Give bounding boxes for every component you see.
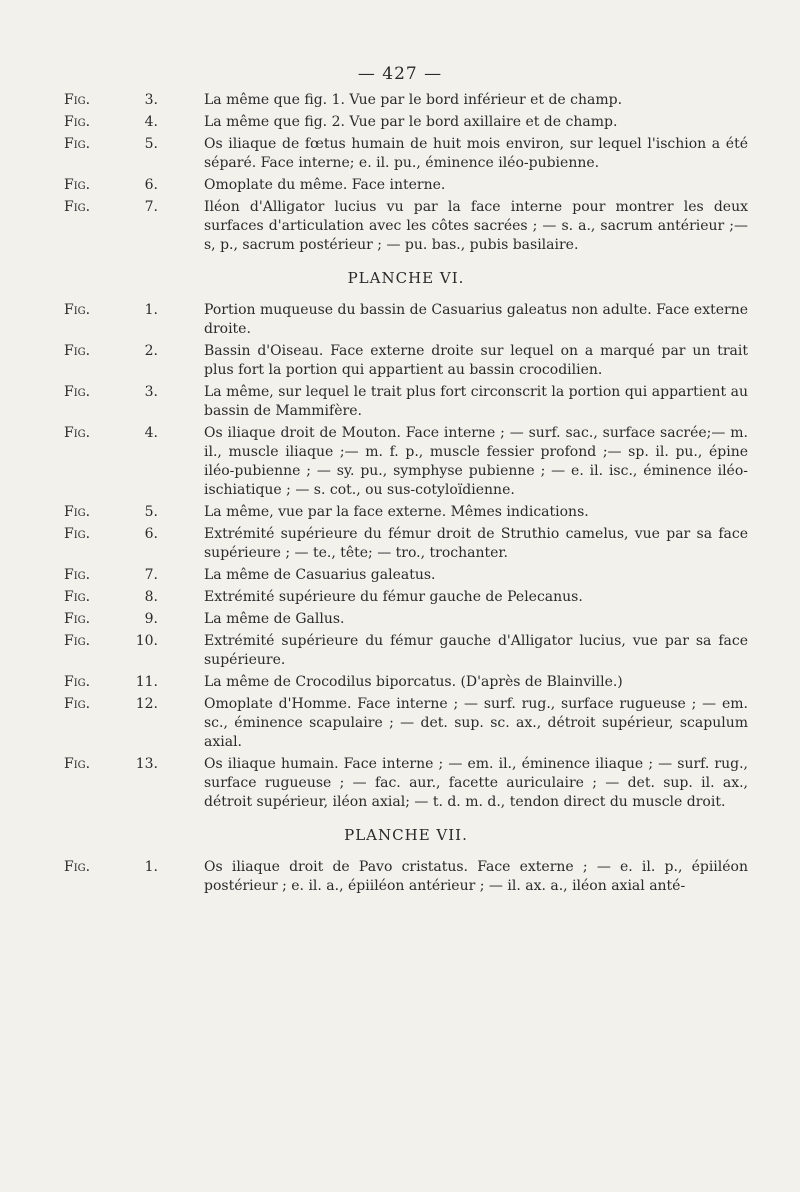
fig-number: 5. <box>144 504 158 520</box>
caption-entry <box>64 566 748 585</box>
fig-description: La même que fig. 1. Vue par le bord inférieur et de champ. <box>204 92 623 108</box>
fig-label: Fig. <box>64 384 91 400</box>
fig-description: Portion muqueuse du bassin de Casuarius galeatus non adulte. Face externe droite. <box>204 302 748 337</box>
fig-number: 6. <box>144 177 158 193</box>
caption-entry <box>64 198 748 255</box>
fig-description: Omoplate d'Homme. Face interne ; — surf. rug., surface rugueuse ; — em. sc., éminence scapulaire ; — det. sup. sc. ax., détroit supérieur, scapulum axial. <box>204 696 748 750</box>
fig-label: Fig. <box>64 611 91 627</box>
fig-number: 5. <box>144 136 158 152</box>
caption-entry <box>64 610 748 629</box>
fig-label: Fig. <box>64 589 91 605</box>
fig-label: Fig. <box>64 343 91 359</box>
fig-description: Os iliaque droit de Mouton. Face interne ; — surf. sac., surface sacrée;— m. il., muscle iliaque ;— m. f. p., muscle fessier profond ;— sp. il. pu., épine iléo-pubienne ; — sy. pu., symphyse pubienne ; — e. il. isc., éminence iléo-ischiatique ; — s. cot., ou sus-cotyloïdienne. <box>204 425 748 498</box>
caption-entry <box>64 383 748 421</box>
fig-description: La même de Crocodilus biporcatus. (D'après de Blainville.) <box>204 674 623 690</box>
fig-description: Iléon d'Alligator lucius vu par la face interne pour montrer les deux surfaces d'articulation avec les côtes sacrées ; — s. a., sacrum antérieur ;— s, p., sacrum postérieur ; — pu. bas., pubis basilaire. <box>204 199 748 253</box>
fig-number: 3. <box>144 384 158 400</box>
fig-description: Omoplate du même. Face interne. <box>204 177 446 193</box>
fig-number: 7. <box>144 567 158 583</box>
fig-label: Fig. <box>64 674 91 690</box>
fig-description: La même de Gallus. <box>204 611 345 627</box>
fig-number: 13. <box>135 756 158 772</box>
fig-number: 7. <box>144 199 158 215</box>
caption-entry <box>64 424 748 500</box>
fig-label: Fig. <box>64 859 91 875</box>
fig-description: Extrémité supérieure du fémur gauche de Pelecanus. <box>204 589 583 605</box>
fig-label: Fig. <box>64 567 91 583</box>
fig-description: La même, vue par la face externe. Mêmes indications. <box>204 504 589 520</box>
fig-number: 11. <box>135 674 158 690</box>
fig-description: La même que fig. 2. Vue par le bord axillaire et de champ. <box>204 114 618 130</box>
caption-entry <box>64 632 748 670</box>
fig-label: Fig. <box>64 92 91 108</box>
fig-label: Fig. <box>64 114 91 130</box>
fig-description: La même de Casuarius galeatus. <box>204 567 436 583</box>
fig-label: Fig. <box>64 756 91 772</box>
plate-heading: PLANCHE VII. <box>344 826 468 844</box>
caption-entry <box>64 858 748 896</box>
caption-entry <box>64 588 748 607</box>
fig-label: Fig. <box>64 425 91 441</box>
caption-entry <box>64 503 748 522</box>
fig-label: Fig. <box>64 177 91 193</box>
fig-label: Fig. <box>64 633 91 649</box>
caption-entry <box>64 135 748 173</box>
fig-description: Extrémité supérieure du fémur droit de Struthio camelus, vue par sa face supérieure ; — te., tête; — tro., trochanter. <box>204 526 748 561</box>
plate-heading: PLANCHE VI. <box>347 269 465 287</box>
caption-entry <box>64 91 748 110</box>
fig-number: 4. <box>144 114 158 130</box>
fig-description: Os iliaque de fœtus humain de huit mois environ, sur lequel l'ischion a été séparé. Face interne; e. il. pu., éminence iléo-pubienne. <box>204 136 748 171</box>
caption-entry <box>64 176 748 195</box>
fig-number: 1. <box>144 859 158 875</box>
fig-number: 1. <box>144 302 158 318</box>
fig-number: 12. <box>135 696 158 712</box>
fig-description: La même, sur lequel le trait plus fort circonscrit la portion qui appartient au bassin de Mammifère. <box>204 384 748 419</box>
fig-description: Bassin d'Oiseau. Face externe droite sur lequel on a marqué par un trait plus fort la portion qui appartient au bassin crocodilien. <box>204 343 748 378</box>
fig-number: 9. <box>144 611 158 627</box>
caption-entry <box>64 301 748 339</box>
fig-label: Fig. <box>64 526 91 542</box>
figure-captions <box>64 91 748 899</box>
page-number: — 427 — <box>357 64 443 84</box>
fig-label: Fig. <box>64 136 91 152</box>
caption-entry <box>64 673 748 692</box>
caption-entry <box>64 113 748 132</box>
fig-label: Fig. <box>64 504 91 520</box>
fig-number: 4. <box>144 425 158 441</box>
caption-entry <box>64 342 748 380</box>
fig-number: 6. <box>144 526 158 542</box>
fig-number: 10. <box>135 633 158 649</box>
fig-label: Fig. <box>64 302 91 318</box>
fig-number: 2. <box>144 343 158 359</box>
fig-description: Extrémité supérieure du fémur gauche d'Alligator lucius, vue par sa face supérieure. <box>204 633 748 668</box>
fig-label: Fig. <box>64 696 91 712</box>
fig-number: 3. <box>144 92 158 108</box>
fig-description: Os iliaque humain. Face interne ; — em. il., éminence iliaque ; — surf. rug., surface rugueuse ; — fac. aur., facette auriculaire ; — det. sup. il. ax., détroit supérieur, iléon axial; — t. d. m. d., tendon direct du muscle droit. <box>204 756 748 810</box>
fig-description: Os iliaque droit de Pavo cristatus. Face externe ; — e. il. p., épiiléon postérieur ; e. il. a., épiiléon antérieur ; — il. ax. a., iléon axial anté- <box>204 859 748 894</box>
caption-entry <box>64 695 748 752</box>
fig-label: Fig. <box>64 199 91 215</box>
fig-number: 8. <box>144 589 158 605</box>
caption-entry <box>64 755 748 812</box>
caption-entry <box>64 525 748 563</box>
